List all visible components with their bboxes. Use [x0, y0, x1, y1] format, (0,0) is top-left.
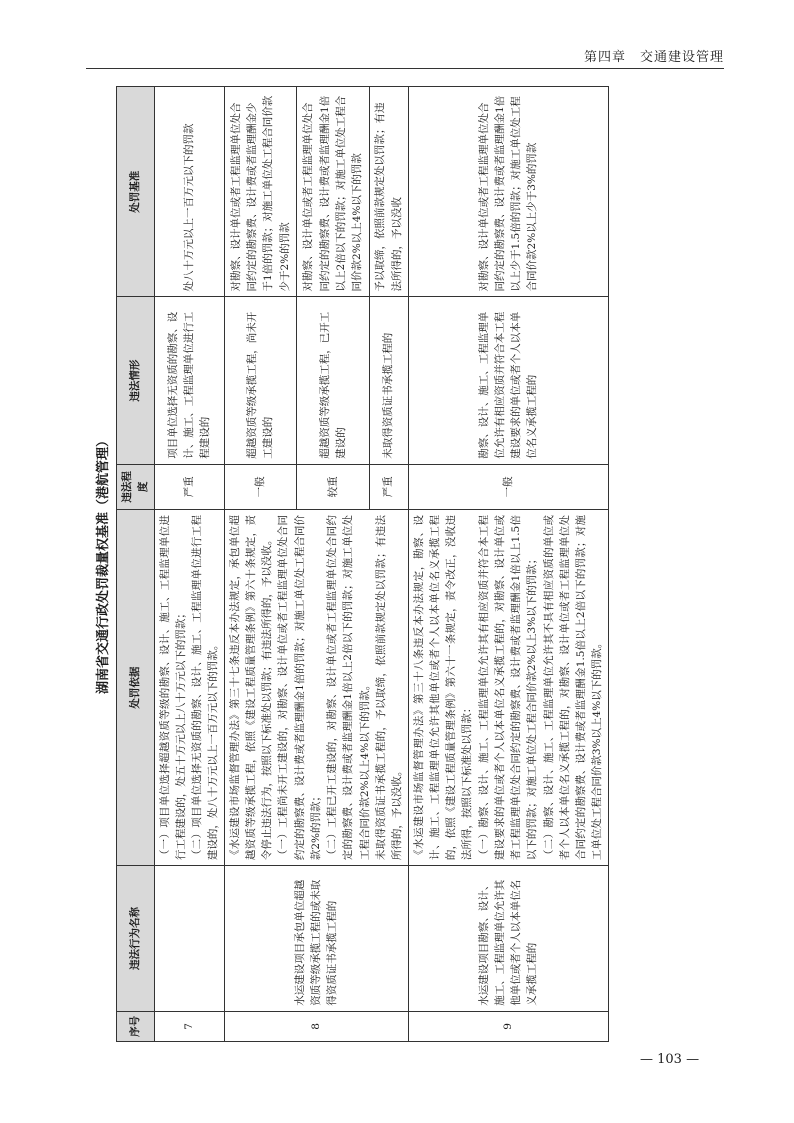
- penalty-standard: 对勘察、设计单位或者工程监理单位处合同约定的勘察费、设计费或者监理酬金1倍以上2倍以下的罚款；对施工单位处工程合同价款2%以上4%以下的罚款: [297, 87, 370, 297]
- violation-name: 水运建设项目承包单位超越资质等级承揽工程的或未取得资质证书承揽工程的: [224, 866, 408, 1012]
- penalty-standard: 处八十万元以上一百万元以下的罚款: [154, 87, 224, 297]
- violation-degree: 较重: [297, 464, 370, 509]
- page-number: — 103 —: [640, 1052, 700, 1067]
- table-header-row: [117, 87, 155, 1042]
- table-row: [154, 87, 224, 1042]
- penalty-basis: [154, 510, 224, 866]
- violation-name: 水运建设项目勘察、设计、施工、工程监理单位允许其他单位或者个人以本单位名义承揽工程的: [408, 866, 608, 1012]
- violation-situation: 项目单位选择无资质的勘察、设计、施工、工程监理单位进行工程建设的: [154, 297, 224, 464]
- column-header-no: 序号: [117, 1011, 155, 1041]
- rotated-table-area: [92, 86, 722, 1042]
- violation-situation: 超越资质等级承揽工程，已开工建设的: [297, 297, 370, 464]
- violation-situation: 超越资质等级承揽工程，尚未开工建设的: [224, 297, 297, 464]
- violation-degree: 一般: [224, 464, 297, 509]
- row-number: 9: [408, 1011, 608, 1041]
- violation-degree: 严重: [154, 464, 224, 509]
- table-row: [224, 87, 297, 1042]
- column-header-situation: 违法情形: [117, 297, 155, 464]
- basis-paragraph: （一）项目单位选择超越资质等级的勘察、设计、施工、工程监理单位进行工程建设的，处五十万元以上八十万元以下的罚款；: [158, 515, 187, 861]
- column-header-name: 违法行为名称: [117, 866, 155, 1012]
- basis-paragraph: （二）工程已开工建设的，对勘察、设计单位或者工程监理单位处合同约定的勘察费、设计费或者监理酬金1倍以上2倍以下的罚款；对施工单位处工程合同价款2%以上4%以下的罚款。: [326, 515, 371, 861]
- basis-paragraph: （一）勘察、设计、施工、工程监理单位允许其有相应资质并符合本工程建设要求的单位或者个人以本单位名义承揽工程的，对勘察、设计单位或者工程监理单位处合同约定的勘察费、设计费或者监理酬金1倍以上1.5倍以下的罚款；对施工单位处工程合同价款2%以上3%以下的罚款；: [477, 515, 539, 861]
- basis-paragraph: （二）项目单位选择无资质的勘察、设计、施工、工程监理单位进行工程建设的，处八十万元以上一百万元以下的罚款。: [191, 515, 220, 861]
- row-number: 7: [154, 1011, 224, 1041]
- penalty-standard-table: [116, 86, 609, 1042]
- basis-paragraph: （二）勘察、设计、施工、工程监理单位允许其不具有相应资质的单位或者个人以本单位名义承揽工程的，对勘察、设计单位或者工程监理单位处合同约定的勘察费、设计费或者监理酬金1.5倍以上2倍以下的罚款；对施工单位处工程合同价款3%以上4%以下的罚款。: [542, 515, 604, 861]
- column-header-penalty: 处罚基准: [117, 87, 155, 297]
- page-header-title: 第四章 交通建设管理: [583, 50, 724, 65]
- header-rule: [86, 68, 724, 69]
- penalty-standard: 予以取缔，依照前款规定处以罚款；有违法所得的，予以没收: [369, 87, 408, 297]
- basis-paragraph: （一）工程尚未开工建设的，对勘察、设计单位或者工程监理单位处合同约定的勘察费、设计费或者监理酬金1倍的罚款；对施工单位处工程合同价款2%的罚款；: [277, 515, 322, 861]
- violation-situation: 未取得资质证书承揽工程的: [369, 297, 408, 464]
- penalty-standard: 对勘察、设计单位或者工程监理单位处合同约定的勘察费、设计费或者监理酬金少于1倍的罚款；对施工单位处工程合同价款少于2%的罚款: [224, 87, 297, 297]
- basis-paragraph: 《水运建设市场监督管理办法》第三十八条违反本办法规定，勘察、设计、施工、工程监理单位允许其他单位或者个人以本单位名义承揽工程的，依照《建设工程质量管理条例》第六十一条规定，责令改正，没收违法所得，按照以下标准处以罚款：: [412, 515, 474, 861]
- column-header-basis: 处罚依据: [117, 510, 155, 866]
- violation-situation: 勘察、设计、施工、工程监理单位允许有相应资质并符合本工程建设要求的单位或者个人以本单位名义承揽工程的: [408, 297, 608, 464]
- basis-paragraph: 《水运建设市场监督管理办法》第三十七条违反本办法规定，承包单位超越资质等级承揽工程，依照《建设工程质量管理条例》第六十条规定，责令停止违法行为，按照以下标准处以罚款；有违法所得的，予以没收。: [228, 515, 274, 861]
- penalty-basis: [224, 510, 408, 866]
- violation-degree: 严重: [369, 464, 408, 509]
- penalty-standard: 对勘察、设计单位或者工程监理单位处合同约定的勘察费、设计费或者监理酬金1倍以上少于1.5倍的罚款；对施工单位处工程合同价款2%以上少于3%的罚款: [408, 87, 608, 297]
- column-header-degree: 违法程度: [117, 464, 155, 509]
- table-title: 湖南省交通行政处罚裁量权基准（港航管理）: [96, 434, 111, 695]
- violation-degree: 一般: [408, 464, 608, 509]
- landscape-content: [92, 86, 722, 1042]
- basis-paragraph: 未取得资质证书承揽工程的，予以取缔，依照前款规定处以罚款；有违法所得的，予以没收。: [374, 515, 404, 861]
- penalty-basis: [408, 510, 608, 866]
- violation-name: [154, 866, 224, 1012]
- table-row: [408, 87, 608, 1042]
- row-number: 8: [224, 1011, 408, 1041]
